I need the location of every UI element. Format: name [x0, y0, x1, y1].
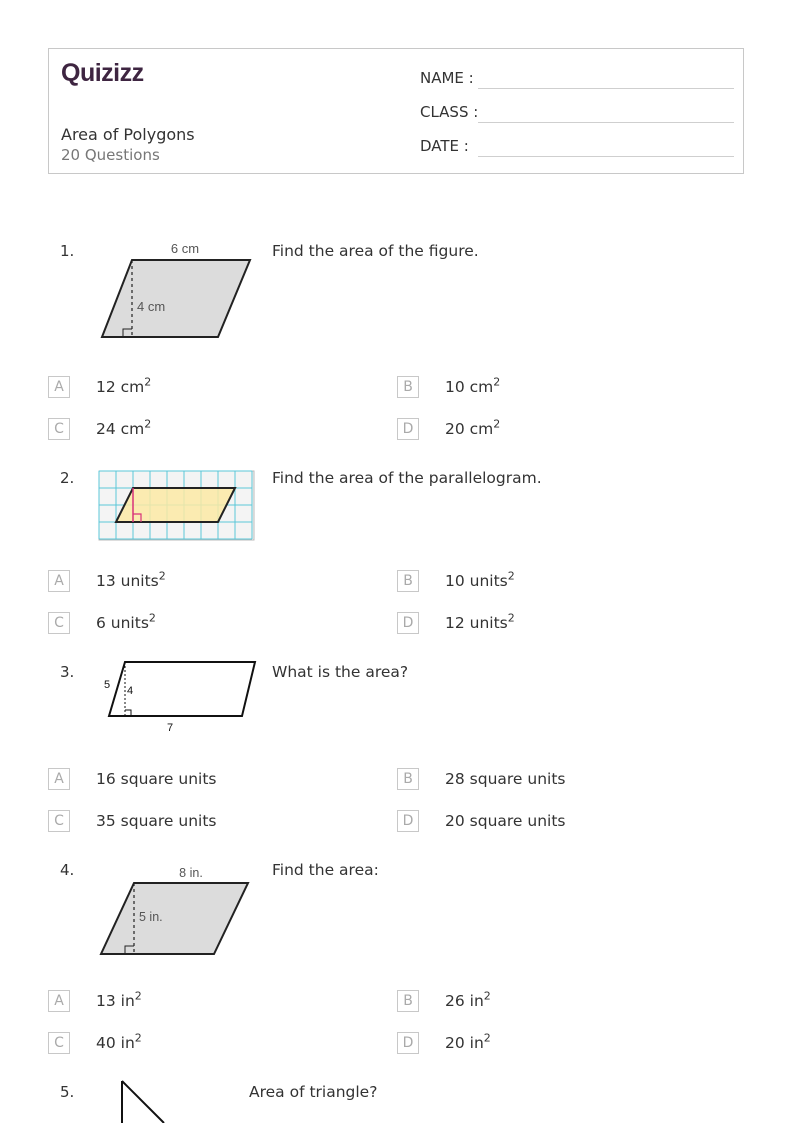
triangle-figure: [112, 1079, 212, 1123]
option-letter: D: [397, 1032, 419, 1054]
question-number: 2.: [60, 469, 75, 487]
top-side-label: 6 cm: [170, 241, 200, 256]
option-text: 13 units$^2$: [96, 569, 166, 590]
option-letter: C: [48, 810, 70, 832]
option-letter: B: [397, 768, 419, 790]
option-letter: B: [397, 570, 419, 592]
parallelogram-figure: [96, 236, 256, 340]
option-text: 20 $in^2$: [445, 1031, 491, 1052]
question-number: 1.: [60, 242, 75, 260]
question-text: Find the area of the figure.: [272, 242, 479, 260]
question-text: What is the area?: [272, 663, 409, 681]
option-letter: B: [397, 990, 419, 1012]
option-letter: B: [397, 376, 419, 398]
option-letter: A: [48, 376, 70, 398]
question-number: 4.: [60, 861, 75, 879]
question-count: 20 Questions: [61, 146, 160, 164]
option-text: 16 square units: [96, 770, 217, 788]
side-label: 5: [104, 679, 111, 691]
option-text: 12 $cm^2$: [96, 375, 152, 396]
question-text: Area of triangle?: [249, 1083, 378, 1101]
option-text: 26 $in^2$: [445, 989, 491, 1010]
option-text: 13 $in^2$: [96, 989, 142, 1010]
question-number: 5.: [60, 1083, 75, 1101]
worksheet-title: Area of Polygons: [61, 125, 195, 144]
date-field: [420, 135, 734, 159]
name-label: NAME :: [420, 69, 474, 87]
option-text: 6 units$^2$: [96, 611, 156, 632]
class-line[interactable]: [478, 122, 734, 123]
option-letter: C: [48, 1032, 70, 1054]
question-number: 3.: [60, 663, 75, 681]
grid-parallelogram-figure: [97, 469, 257, 543]
option-letter: D: [397, 612, 419, 634]
option-letter: A: [48, 768, 70, 790]
date-line[interactable]: [478, 156, 734, 157]
question-text: Find the area:: [272, 861, 379, 879]
option-text: 40 $in^2$: [96, 1031, 142, 1052]
worksheet-header: [48, 48, 744, 174]
option-text: 20 square units: [445, 812, 566, 830]
option-text: 20 $cm^2$: [445, 417, 501, 438]
question-text: Find the area of the parallelogram.: [272, 469, 542, 487]
option-letter: C: [48, 612, 70, 634]
option-letter: A: [48, 990, 70, 1012]
name-line[interactable]: [478, 88, 734, 89]
class-label: CLASS :: [420, 103, 479, 121]
option-text: 24 $cm^2$: [96, 417, 152, 438]
base-label: 7: [167, 722, 174, 734]
name-field: [420, 67, 734, 91]
option-text: 28 square units: [445, 770, 566, 788]
class-field: [420, 101, 734, 125]
option-text: 10 $cm^2$: [445, 375, 501, 396]
option-text: 35 square units: [96, 812, 217, 830]
height-label: 4: [127, 685, 134, 697]
height-label: 5 in.: [139, 910, 163, 924]
quizizz-logo: Quizizz: [61, 59, 144, 87]
option-letter: C: [48, 418, 70, 440]
date-label: DATE :: [420, 137, 469, 155]
height-label: 4 cm: [137, 299, 166, 314]
parallelogram-figure: [96, 863, 256, 959]
option-text: 10 units$^2$: [445, 569, 515, 590]
option-letter: D: [397, 810, 419, 832]
option-letter: A: [48, 570, 70, 592]
parallelogram-figure: [100, 659, 260, 737]
option-letter: D: [397, 418, 419, 440]
top-side-label: 8 in.: [179, 866, 203, 880]
option-text: 12 units$^2$: [445, 611, 515, 632]
